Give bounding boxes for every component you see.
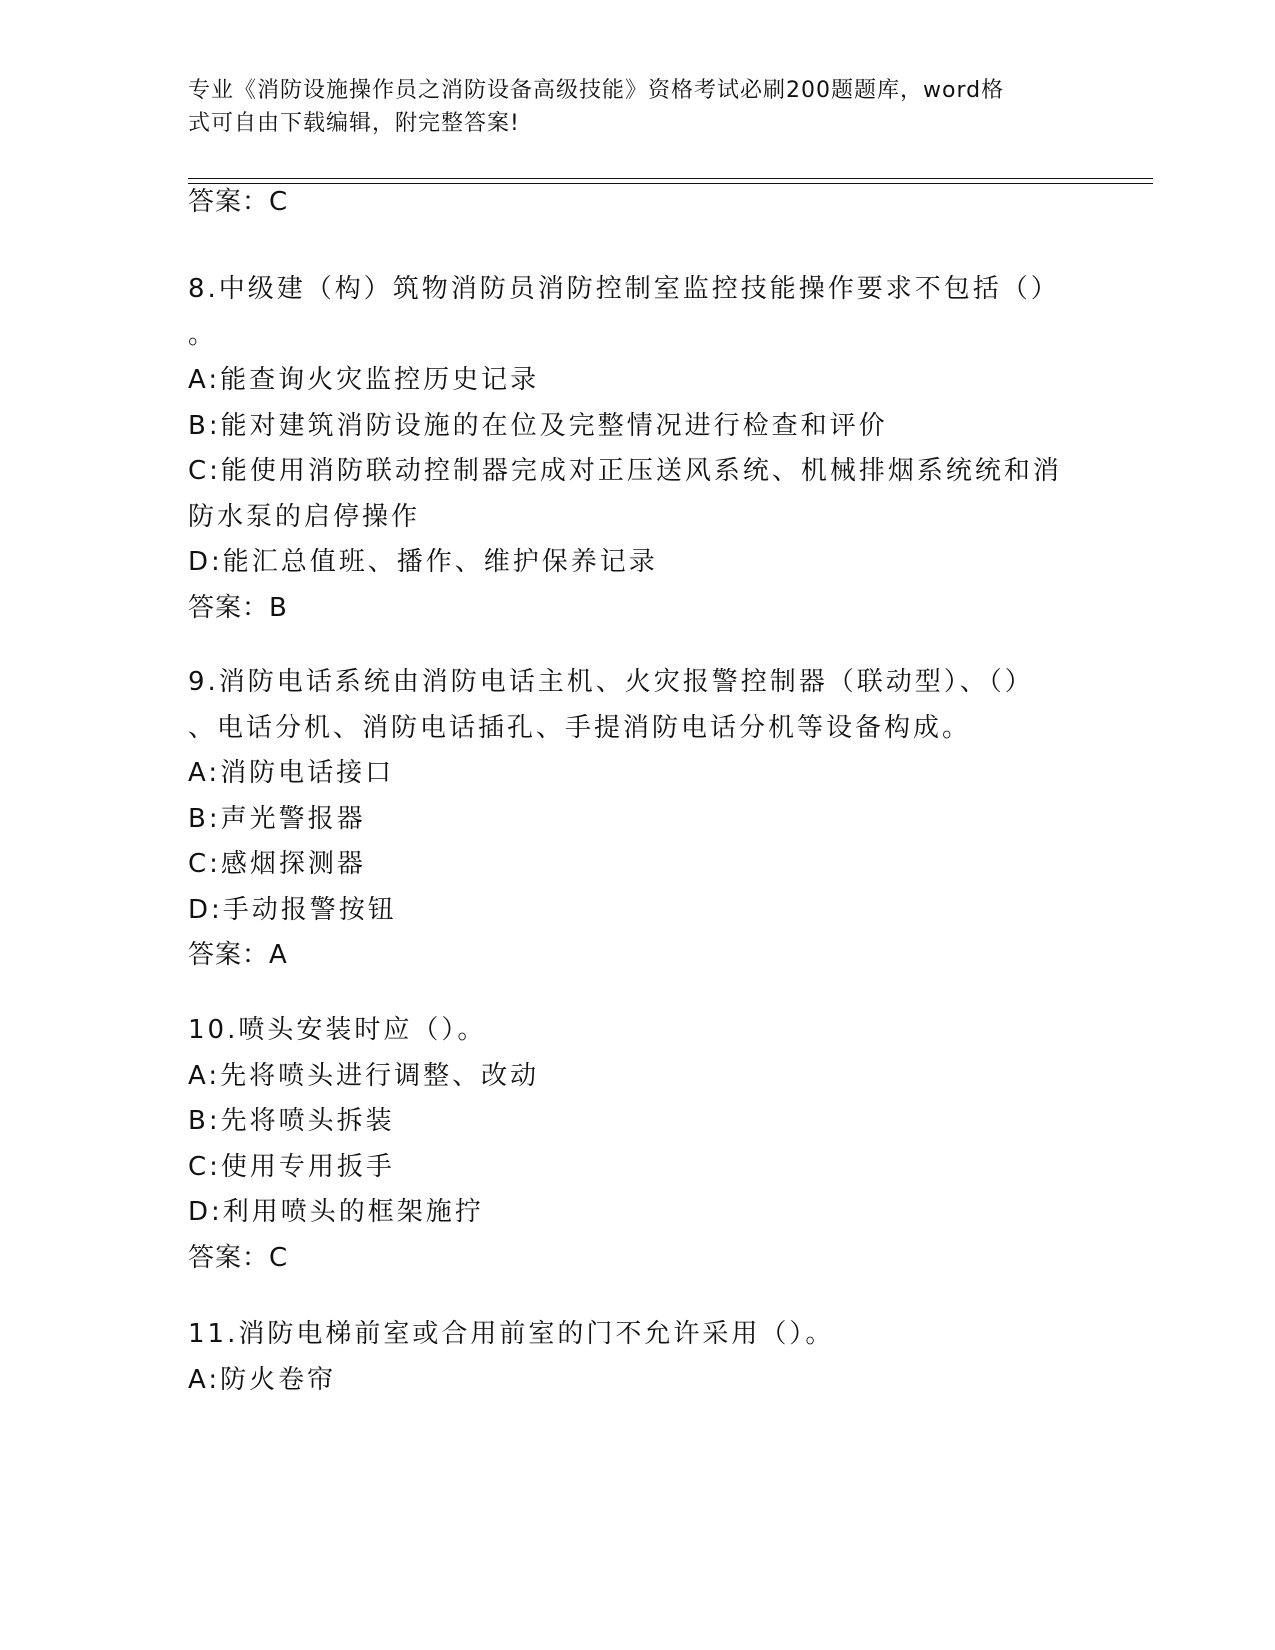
option-c: C:能使用消防联动控制器完成对正压送风系统、机械排烟系统统和消 [188,456,1062,486]
question-11 [188,1312,1088,1403]
question-9 [188,660,1088,979]
header-line-1: 专业《消防设施操作员之消防设备高级技能》资格考试必刷200题题库，word格 [188,78,1005,103]
answer-label: 答案：C [188,1242,289,1273]
answer-label: 答案：A [188,940,288,970]
option-b: B:先将喷头拆装 [188,1106,395,1136]
option-d: D:能汇总值班、播作、维护保养记录 [188,547,658,577]
question-text-continued: 、电话分机、消防电话插孔、手提消防电话分机等设备构成。 [188,712,972,743]
question-text: 11.消防电梯前室或合用前室的门不允许采用（）。 [188,1319,835,1349]
option-c: C:感烟探测器 [188,849,366,879]
option-c-continued: 防水泵的启停操作 [188,501,421,532]
option-c: C:使用专用扳手 [188,1151,395,1182]
question-text: 8.中级建（构）筑物消防员消防控制室监控技能操作要求不包括（） [188,274,1060,304]
option-a: A:先将喷头进行调整、改动 [188,1060,540,1091]
header-line-2: 式可自由下载编辑，附完整答案! [188,111,520,136]
header-divider-top [188,178,1153,179]
option-d: D:手动报警按钮 [188,894,397,925]
answer-label: 答案：B [188,592,288,623]
document-header [188,74,1088,140]
question-10 [188,1008,1088,1281]
option-a: A:能查询火灾监控历史记录 [188,365,540,395]
answer-label: 答案：C [188,187,289,217]
question-text-continued: 。 [188,319,218,350]
option-b: B:能对建筑消防设施的在位及完整情况进行检查和评价 [188,410,888,441]
option-d: D:利用喷头的框架施拧 [188,1197,484,1227]
question-text: 10.喷头安装时应（）。 [188,1015,487,1045]
option-a: A:消防电话接口 [188,758,395,788]
question-8 [188,267,1088,631]
option-a: A:防火卷帘 [188,1364,337,1395]
option-b: B:声光警报器 [188,803,366,834]
question-text: 9.消防电话系统由消防电话主机、火灾报警控制器（联动型）、（） [188,667,1034,697]
previous-answer-block [188,180,1088,226]
